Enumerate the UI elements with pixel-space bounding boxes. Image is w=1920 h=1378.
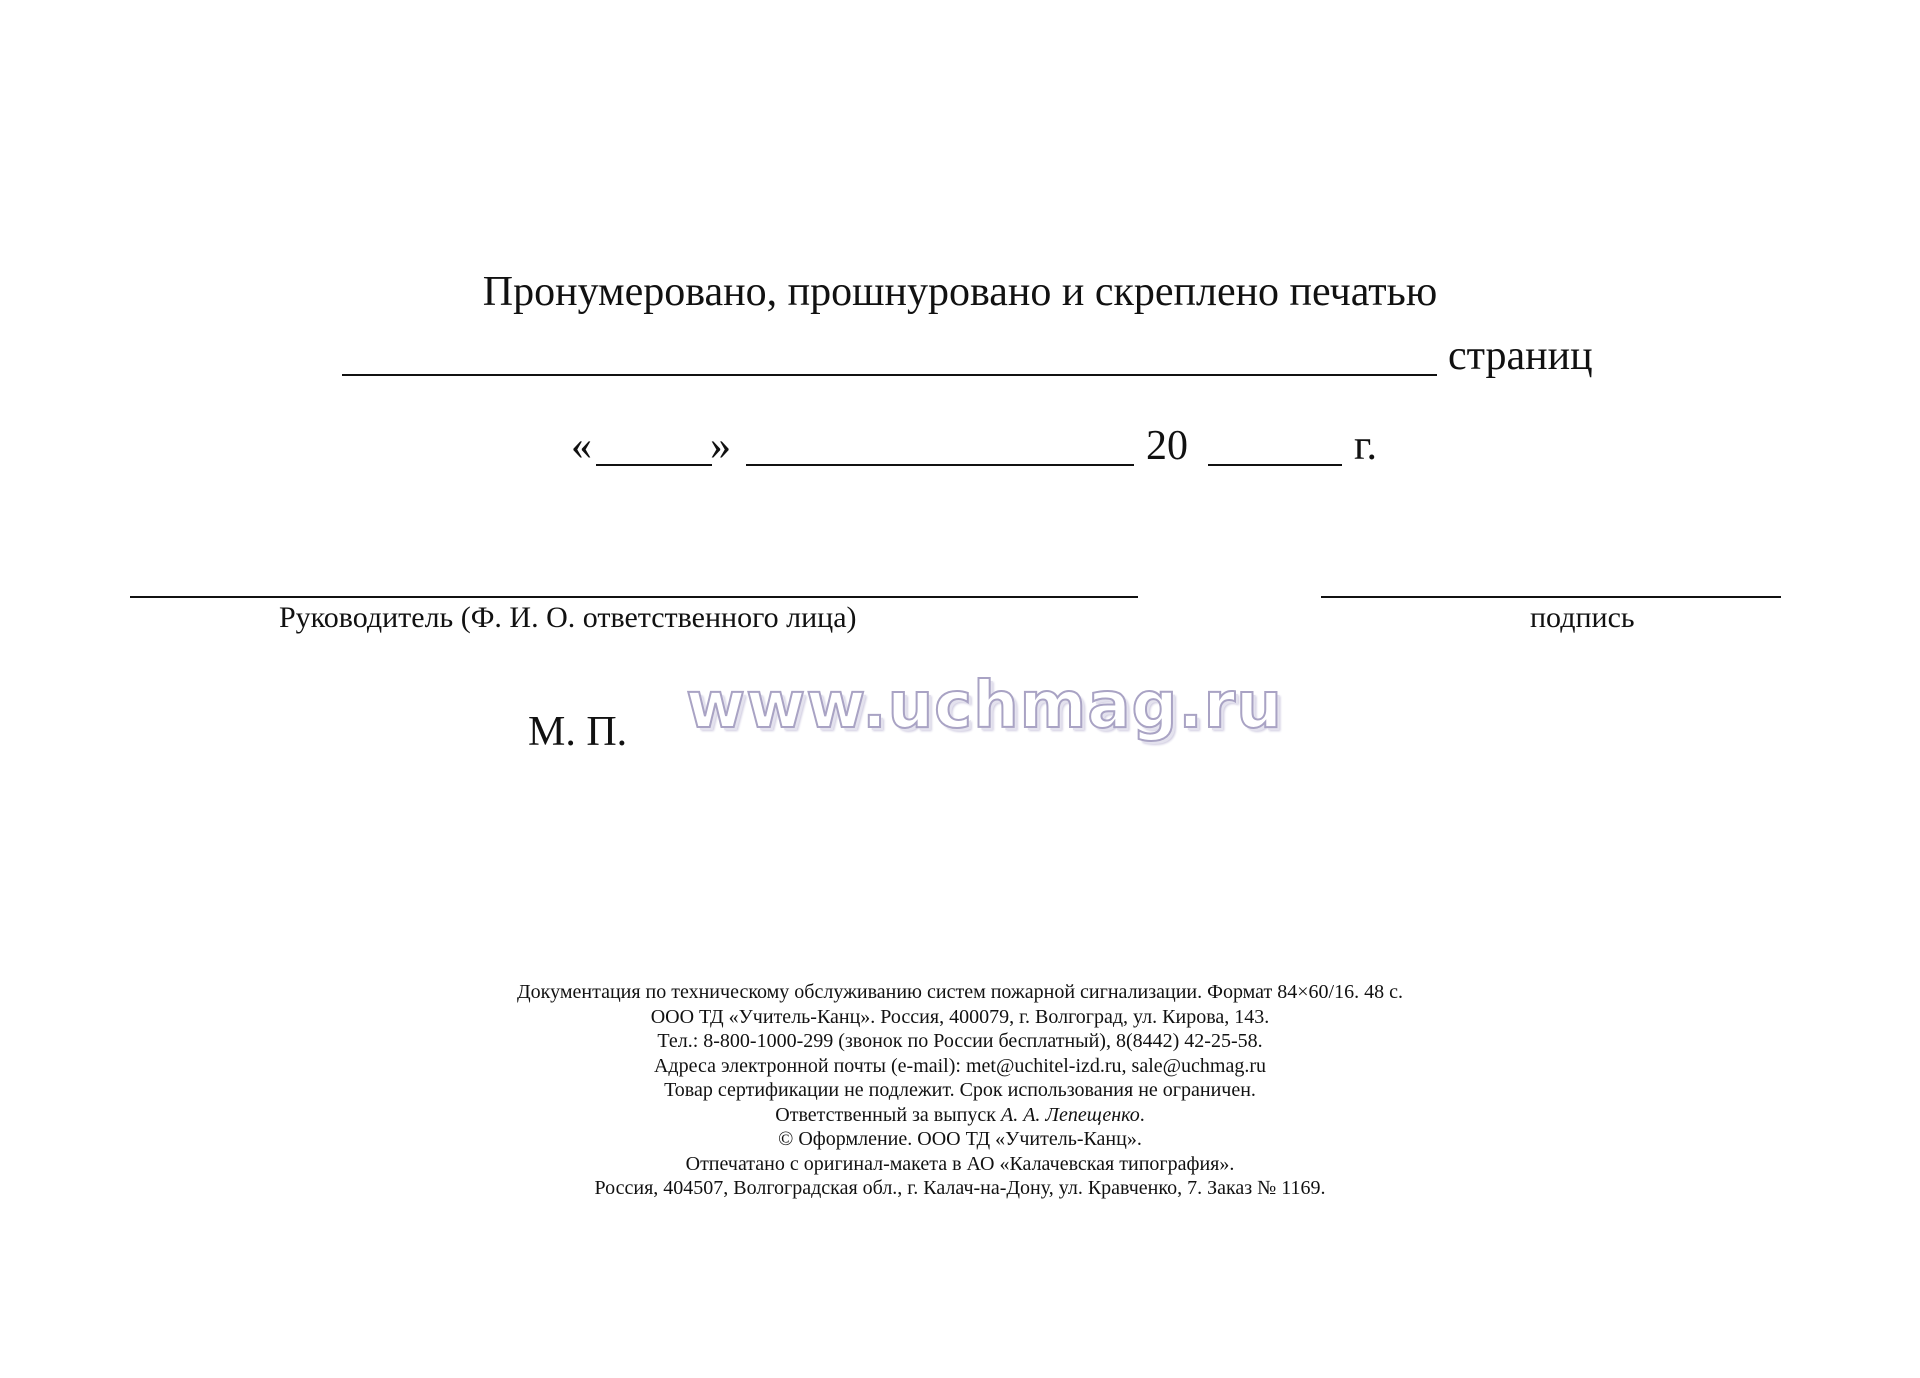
imprint-line: Тел.: 8-800-1000-299 (звонок по России бесплатный), 8(8442) 42-25-58. xyxy=(657,1030,1263,1052)
imprint-line: Отпечатано с оригинал-макета в АО «Калачевская типография». xyxy=(685,1152,1235,1175)
year-blank xyxy=(1208,464,1342,466)
imprint-responsible-prefix: Ответственный за выпуск xyxy=(775,1103,1001,1126)
imprint-responsible-name: А. А. Лепещенко xyxy=(1000,1103,1140,1126)
day-blank xyxy=(596,464,712,466)
imprint-line: Адреса электронной почты (e-mail): met@uchitel-izd.ru, sale@uchmag.ru xyxy=(653,1054,1267,1077)
imprint-line: Россия, 404507, Волгоградская обл., г. Калач-на-Дону, ул. Кравченко, 7. Заказ № 1169. xyxy=(594,1177,1326,1199)
pages-label: страниц xyxy=(1448,333,1593,379)
manager-caption: Руководитель (Ф. И. О. ответственного лица) xyxy=(279,601,857,634)
watermark xyxy=(686,658,1283,754)
stamp-place-label: М. П. xyxy=(528,709,628,755)
year-prefix: 20 xyxy=(1146,423,1188,469)
imprint-line: Документация по техническому обслуживанию систем пожарной сигнализации. Формат 84×60/16. 48 с. xyxy=(517,981,1403,1003)
month-blank xyxy=(746,464,1134,466)
year-suffix: г. xyxy=(1354,423,1377,469)
form-heading: Пронумеровано, прошнуровано и скреплено печатью xyxy=(482,269,1438,315)
imprint-responsible-suffix: . xyxy=(1139,1103,1145,1126)
signature-caption: подпись xyxy=(1530,601,1635,634)
imprint-line: © Оформление. ООО ТД «Учитель-Канц». xyxy=(778,1128,1142,1150)
imprint-line: Товар сертификации не подлежит. Срок использования не ограничен. xyxy=(664,1079,1256,1101)
pages-count-blank xyxy=(342,374,1437,376)
imprint-block xyxy=(0,980,1920,1201)
open-quote: « xyxy=(571,423,592,469)
close-quote: » xyxy=(710,423,731,469)
date-row xyxy=(0,420,1920,472)
watermark-text: www.uchmag.ru xyxy=(686,669,1283,743)
imprint-responsible-line xyxy=(0,1103,1920,1128)
imprint-line: ООО ТД «Учитель-Канц». Россия, 400079, г. Волгоград, ул. Кирова, 143. xyxy=(650,1005,1270,1028)
